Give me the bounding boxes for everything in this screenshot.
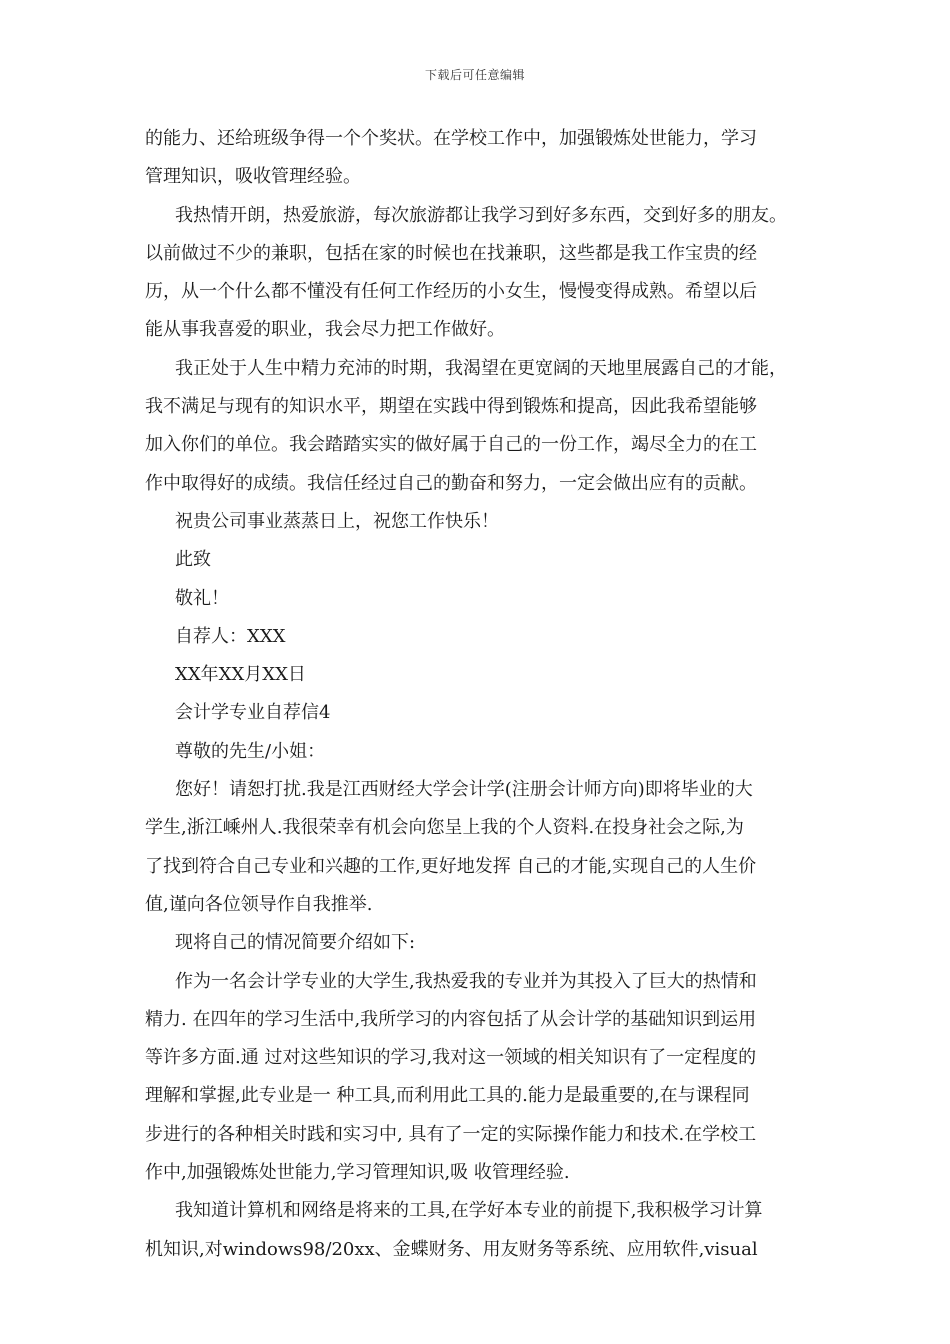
text-line: 我正处于人生中精力充沛的时期，我渴望在更宽阔的天地里展露自己的才能， bbox=[175, 357, 787, 379]
text-line: 步进行的各种相关时践和实习中, 具有了一定的实际操作能力和技术.在学校工 bbox=[145, 1123, 757, 1145]
text-line: 自荐人：XXX bbox=[175, 625, 286, 647]
text-line: 以前做过不少的兼职，包括在家的时候也在找兼职，这些都是我工作宝贵的经 bbox=[145, 242, 757, 264]
text-line: 我不满足与现有的知识水平，期望在实践中得到锻炼和提高，因此我希望能够 bbox=[145, 396, 757, 418]
text-line: 历，从一个什么都不懂没有任何工作经历的小女生，慢慢变得成熟。希望以后 bbox=[145, 281, 757, 303]
text-line: 了找到符合自己专业和兴趣的工作,更好地发挥 自己的才能,实现自己的人生价 bbox=[145, 855, 757, 877]
text-line: XX年XX月XX日 bbox=[175, 664, 306, 686]
text-line: 学生,浙江嵊州人.我很荣幸有机会向您呈上我的个人资料.在投身社会之际,为 bbox=[145, 817, 744, 839]
text-line: 作为一名会计学专业的大学生,我热爱我的专业并为其投入了巨大的热情和 bbox=[175, 970, 757, 992]
text-line: 现将自己的情况简要介绍如下: bbox=[175, 932, 416, 954]
page-header: 下载后可任意编辑 bbox=[424, 68, 525, 82]
text-line: 机知识,对windows98/20xx、金蝶财务、用友财务等系统、应用软件,visual bbox=[145, 1238, 758, 1260]
text-line: 值,谨向各位领导作自我推举. bbox=[145, 893, 373, 915]
text-line: 敬礼！ bbox=[175, 587, 229, 609]
text-line: 我知道计算机和网络是将来的工具,在学好本专业的前提下,我积极学习计算 bbox=[175, 1200, 763, 1222]
text-line: 作中取得好的成绩。我信任经过自己的勤奋和努力，一定会做出应有的贡献。 bbox=[145, 472, 757, 494]
text-line: 此致 bbox=[175, 549, 211, 571]
text-line: 的能力、还给班级争得一个个奖状。在学校工作中，加强锻炼处世能力，学习 bbox=[145, 128, 757, 149]
text-line: 管理知识，吸收管理经验。 bbox=[145, 166, 361, 188]
text-line: 理解和掌握,此专业是一 种工具,而利用此工具的.能力是最重要的,在与课程同 bbox=[145, 1085, 750, 1107]
text-line: 会计学专业自荐信4 bbox=[175, 702, 331, 724]
text-line: 作中,加强锻炼处世能力,学习管理知识,吸 收管理经验. bbox=[145, 1162, 570, 1184]
text-line: 精力. 在四年的学习生活中,我所学习的内容包括了从会计学的基础知识到运用 bbox=[145, 1008, 757, 1030]
document-body bbox=[145, 120, 810, 1269]
text-line: 尊敬的先生/小姐： bbox=[175, 740, 326, 762]
text-line: 我热情开朗，热爱旅游，每次旅游都让我学习到好多东西，交到好多的朋友。 bbox=[175, 204, 787, 226]
text-line: 等许多方面.通 过对这些知识的学习,我对这一领域的相关知识有了一定程度的 bbox=[145, 1047, 757, 1069]
text-line: 加入你们的单位。我会踏踏实实的做好属于自己的一份工作，竭尽全力的在工 bbox=[145, 434, 757, 456]
text-line: 祝贵公司事业蒸蒸日上，祝您工作快乐！ bbox=[175, 510, 499, 532]
text-line: 您好！请恕打扰.我是江西财经大学会计学(注册会计师方向)即将毕业的大 bbox=[175, 779, 753, 801]
text-line: 能从事我喜爱的职业，我会尽力把工作做好。 bbox=[145, 319, 505, 341]
